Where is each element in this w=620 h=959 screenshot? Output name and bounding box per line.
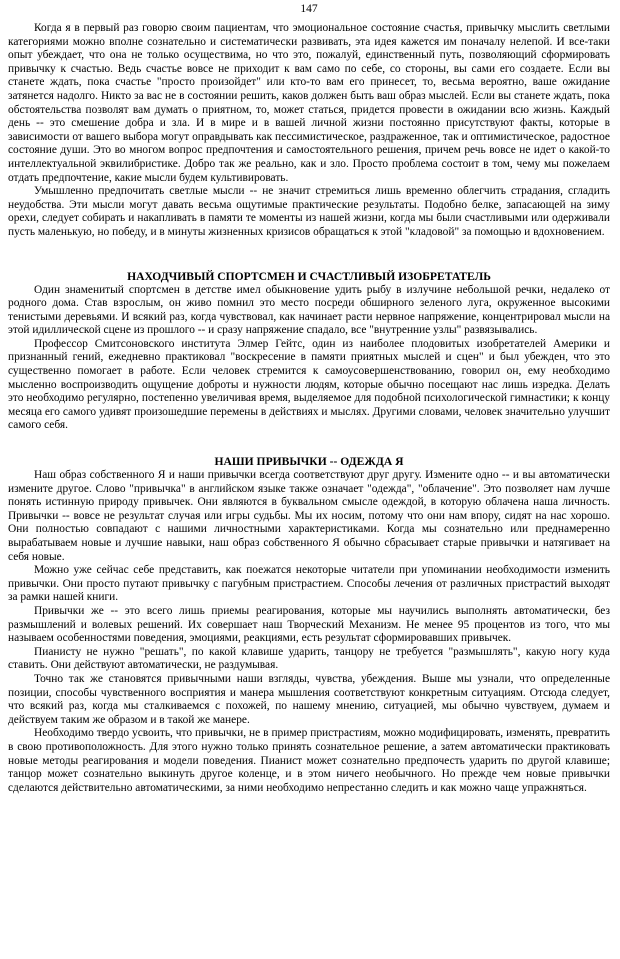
section-spacer — [8, 433, 610, 455]
section2-paragraph-2: Можно уже сейчас себе представить, как поежатся некоторые читатели при упоминании необходимости изменить привычки. Они просто путают привычку с пагубным пристрастием. Способы лечения от различных пристрастий выходят за рамки нашей книги. — [8, 564, 610, 604]
section1-paragraph-1: Один знаменитый спортсмен в детстве имел обыкновение удить рыбу в излучине небольшой речки, недалеко от родного дома. Став взрослым, он живо помнил это место посреди обширного зеленого луга, окруженное высокими тенистыми деревьями. И всякий раз, когда чувствовал, как начинает расти нервное напряжение, концентрировал мысли на этой идиллической сцене из прошлого -- и сразу напряжение спадало, все "внутренние узлы" развязывались. — [8, 283, 610, 337]
intro-paragraph-2: Умышленно предпочитать светлые мысли -- не значит стремиться лишь временно облегчить страдания, сгладить неудобства. Эти мысли могут давать весьма ощутимые практические результаты. Подобно белке, запасающей на зиму орехи, следует собирать и накапливать в памяти те моменты из нашей жизни, когда мы были счастливыми или одерживали пусть маленькую, но победу, и в минуты жизненных кризисов обращаться к этой "кладовой" за помощью и вдохновением. — [8, 185, 610, 238]
section-spacer — [8, 240, 610, 270]
section2-paragraph-1: Наш образ собственного Я и наши привычки всегда соответствуют друг другу. Измените одно -- и вы автоматически измените другое. Слово "привычка" в английском языке также означает "одежда", "облачение". Это позволяет нам лучше понять истинную природу привычек. Они являются в буквальном смысле одеждой, в которую облачена наша личность. Привычки -- вовсе не результат случая или игры судьбы. Мы их носим, потому что они нам впору, сидят на нас хорошо. Они полностью совпадают с нашими личностными характеристиками. Когда мы сознательно или преднамеренно вырабатываем новые и лучшие навыки, наш образ собственного Я обычно сбрасывает старые привычки и натягивает на себя новые. — [8, 469, 610, 563]
intro-paragraph-1: Когда я в первый раз говорю своим пациентам, что эмоциональное состояние счастья, привычку мыслить светлыми категориями можно вполне сознательно и систематически развивать, эта идея кажется им поначалу нелепой. И все-таки опыт убеждает, что она не только осуществима, но что это, пожалуй, единственный путь, позволяющий сформировать привычку к счастью. Ведь счастье вовсе не приходит к вам само по себе, со стороны, вы сами его создаете. Если вы станете ждать, пока счастье "просто произойдет" или кто-то вам его принесет, то, весьма вероятно, ваше ожидание затянется надолго. Никто за вас не в состоянии решить, каков должен быть ваш образ мыслей. Если вы станете ждать, пока обстоятельства позволят вам думать о приятном, то, может статься, придется провести в ожидании всю жизнь. Каждый день -- это смешение добра и зла. И в мире и в вашей личной жизни постоянно присутствуют факты, которые в зависимости от вашего выбора могут оправдывать как пессимистическое, раздраженное, так и оптимистическое, радостное состояние души. Это во многом вопрос предпочтения и самостоятельного решения, причем речь вовсе не идет о какой-то интеллектуальной эквилибристике. Добро так же реально, как и зло. Просто проблема состоит в том, чему мы пожелаем отдать предпочтение, какие мысли будем культивировать. — [8, 22, 610, 184]
section2-paragraph-3: Привычки же -- это всего лишь приемы реагирования, которые мы научились выполнять автоматически, без размышлений и волевых решений. Их совершает наш Творческий Механизм. Не менее 95 процентов из того, что мы называем особенностями поведения, эмоциями, реакциями, есть результат сформировавших привычек. — [8, 604, 610, 645]
section1-paragraph-2: Профессор Смитсоновского института Элмер Гейтс, один из наиболее плодовитых изобретателей Америки и признанный гений, ежедневно практиковал "воскресение в памяти приятных мыслей и сцен" и был убежден, что это существенно помогает в работе. Если человек стремится к самоусовершенствованию, говорил он, ему необходимо мысленно воспроизводить ощущение доброты и нужности людям, которые обычно посещают нас лишь изредка. Делать это необходимо регулярно, постепенно увеличивая время, выделяемое для подобной психологической гимнастики; к концу месяца его самого удивят произошедшие перемены в действиях и мыслях. Другими словами, человек значительно улучшит самого себя. — [8, 337, 610, 432]
section-heading-habits: НАШИ ПРИВЫЧКИ -- ОДЕЖДА Я — [214, 455, 404, 469]
section2-paragraph-6: Необходимо твердо усвоить, что привычки, не в пример пристрастиям, можно модифицировать, изменять, превратить в свою противоположность. Для этого нужно только принять сознательное решение, а затем автоматически практиковать новые методы реагирования и модели поведения. Пианист может сознательно предпочесть ударить по другой клавише; танцор может сознательно выкинуть другое коленце, и в этом ничего необычного. Но прежде чем новые привычки сделаются действительно автоматическими, за ними необходимо непрестанно следить и как можно чаще упражняться. — [8, 727, 610, 794]
section2-paragraph-4: Пианисту не нужно "решать", по какой клавише ударить, танцору не требуется "размышлять", какую ногу куда ставить. Они действуют автоматически, не раздумывая. — [8, 645, 610, 672]
section2-paragraph-5: Точно так же становятся привычными наши взгляды, чувства, убеждения. Выше мы узнали, что определенные позиции, способы чувственного восприятия и манера мышления соответствуют конкретным ситуациям. Отсюда следует, что всякий раз, когда мы сталкиваемся с похожей, по нашему мнению, ситуацией, мы обычно чувствуем, думаем и действуем таким же образом и в такой же манере. — [8, 672, 610, 726]
section-heading-inventor: НАХОДЧИВЫЙ СПОРТСМЕН И СЧАСТЛИВЫЙ ИЗОБРЕТАТЕЛЬ — [127, 269, 491, 283]
page-number: 147 — [300, 3, 318, 15]
